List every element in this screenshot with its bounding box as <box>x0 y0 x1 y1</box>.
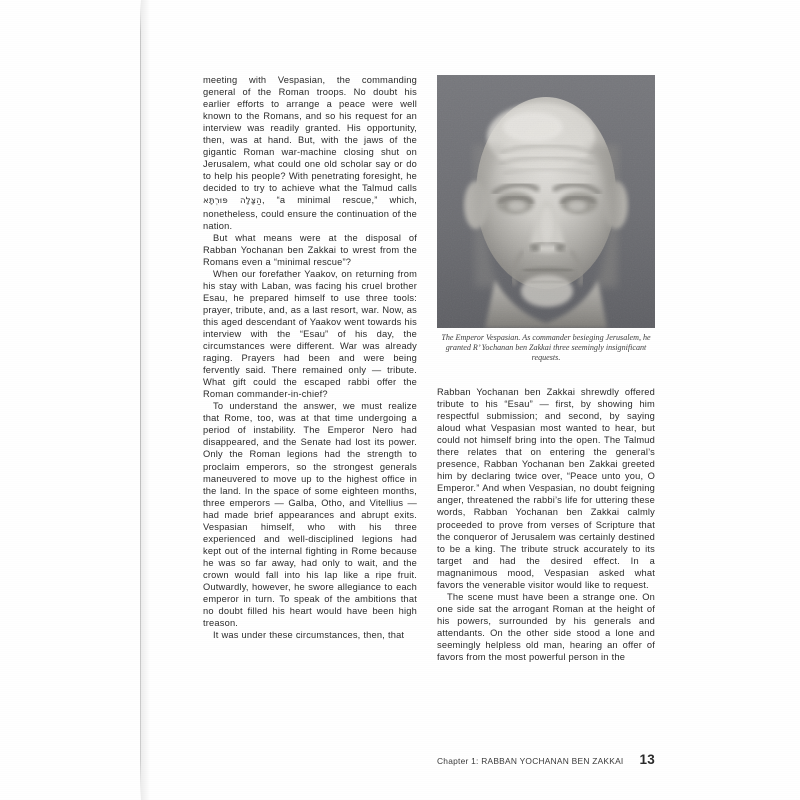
paragraph-text-tail: , “a minimal rescue,” which, nonetheless, could ensure the continuation of the nation. <box>203 195 417 231</box>
paragraph: When our forefather Yaakov, on returning from his stay with Laban, was facing his cruel brother Esau, he prepared himself to use three tools: prayer, tribute, and, as a last resort, war. Now, as this aged descendant of Yaakov went towards his interview with the “Esau” of his day, the circumstances were different. War was already raging. Prayers had been and were being fervently said. There remained only — tribute. What gift could the escaped rabbi offer the Roman commander-in-chief? <box>203 268 417 400</box>
page-footer <box>437 752 655 767</box>
hebrew-phrase: הַצָּלָה פּוּרְתָּא <box>203 196 262 207</box>
book-binding-shadow <box>141 0 150 800</box>
page-number: 13 <box>639 752 655 767</box>
paragraph <box>203 74 417 232</box>
paragraph: The scene must have been a strange one. On one side sat the arrogant Roman at the height of his powers, surrounded by his generals and attendants. On the other side stood a lone and seemingly helpless old man, hearing an offer of favors from the most powerful person in the <box>437 591 655 663</box>
vespasian-bust-photo <box>437 75 655 328</box>
figure-caption: The Emperor Vespasian. As commander besieging Jerusalem, he granted R’ Yochanan ben Zakkai three seemingly insignificant requests. <box>441 333 651 363</box>
left-text-column <box>203 74 417 641</box>
paragraph-text: meeting with Vespasian, the commanding general of the Roman troops. No doubt his earlier efforts to arrange a peace were well known to the Romans, and so his request for an interview was readily granted. His opportunity, then, was at hand. But, with the jaws of the gigantic Roman war-machine closing shut on Jerusalem, what could one old scholar say or do to help his people? With penetrating foresight, he decided to try to achieve what the Talmud calls <box>203 75 417 194</box>
paragraph: It was under these circumstances, then, that <box>213 630 405 641</box>
page-body <box>150 0 800 800</box>
right-text-column <box>437 386 655 663</box>
paragraph: But what means were at the disposal of Rabban Yochanan ben Zakkai to wrest from the Romans even a “minimal rescue”? <box>203 232 417 267</box>
paragraph: To understand the answer, we must realize that Rome, too, was at that time undergoing a period of instability. The Emperor Nero had disappeared, and the Senate had lost its power. Only the Roman legions had the strength to proclaim emperors, so the strongest generals maneuvered to move up to the highest office in the land. In the space of some eighteen months, three emperors — Galba, Otho, and Vitellius — had made brief appearances and abrupt exits. Vespasian himself, who with his three experienced and well-disciplined legions had kept out of the internal fighting in Rome because he was so far away, had only to wait, and the crown would fall into his lap like a ripe fruit. Outwardly, however, he swore allegiance to each emperor in turn. To speak of the ambitions that no doubt filled his heart would have been high treason. <box>203 401 417 629</box>
footer-chapter-title: Chapter 1: RABBAN YOCHANAN BEN ZAKKAI <box>437 756 624 766</box>
paragraph: Rabban Yochanan ben Zakkai shrewdly offered tribute to his “Esau” — first, by showing him respectful submission; and second, by saying aloud what Vespasian most wanted to hear, but could not himself bring into the open. The Talmud there relates that on entering the general’s presence, Rabban Yochanan ben Zakkai greeted him by declaring twice over, “Peace unto you, O Emperor.” And when Vespasian, no doubt feigning anger, threatened the rabbi’s life for uttering these words, Rabban Yochanan ben Zakkai calmly proceeded to prove from verses of Scripture that the conqueror of Jerusalem was certainly destined to be a king. The tribute struck accurately to its target and had the desired effect. In a magnanimous mood, Vespasian asked what favors the venerable visitor would like to request. <box>437 387 655 590</box>
